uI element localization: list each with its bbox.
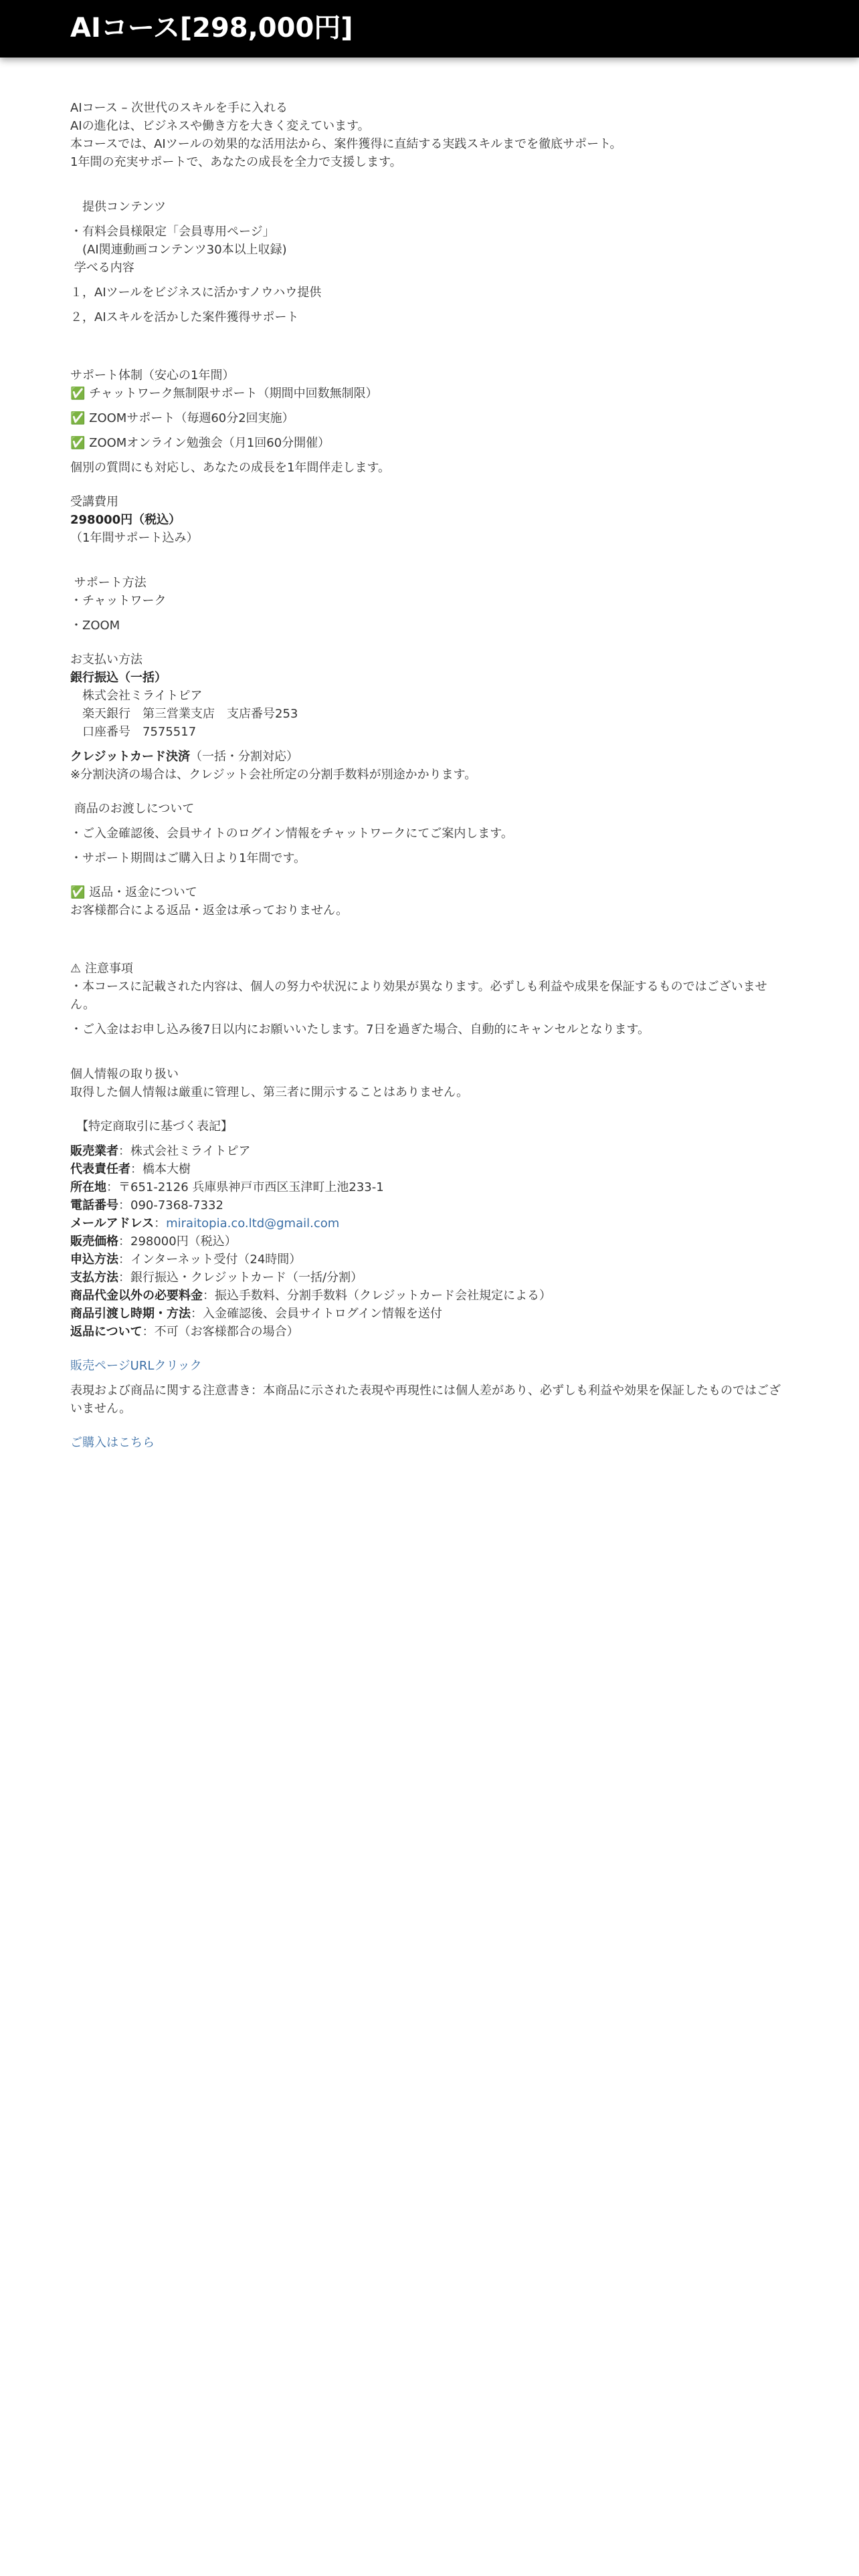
legal-row-value: 株式会社ミライトピア	[130, 1144, 251, 1158]
legal-row-separator: ：	[118, 1271, 130, 1285]
legal-row	[70, 1142, 786, 1160]
legal-row-separator: ：	[118, 1144, 130, 1158]
legal-row-label: 支払方法	[70, 1271, 118, 1285]
delivery-item: ・ご入金確認後、会員サイトのログイン情報をチャットワークにてご案内します。	[70, 827, 513, 841]
legal-row-label: 所在地	[70, 1180, 106, 1194]
support-heading: サポート体制（安心の1年間）	[70, 368, 235, 383]
legal-row-value: 入金確認後、会員サイトログイン情報を送付	[203, 1307, 442, 1321]
learn-item: ２，AIスキルを活かした案件獲得サポート	[70, 310, 299, 324]
legal-row-separator: ：	[130, 1162, 142, 1176]
support-item: ✅ ZOOMサポート（毎週60分2回実施）	[70, 411, 294, 425]
legal-row	[70, 1251, 786, 1269]
legal-row-separator: ：	[191, 1307, 203, 1321]
legal-row	[70, 1232, 786, 1251]
fee-section	[70, 493, 786, 547]
legal-row-value: 振込手数料、分割手数料（クレジットカード会社規定による）	[215, 1289, 552, 1303]
legal-row-label: 販売価格	[70, 1235, 118, 1249]
bank-transfer-title: 銀行振込（一括）	[70, 671, 167, 685]
legal-row-separator: ：	[154, 1216, 167, 1230]
method-item: ・ZOOM	[70, 619, 120, 633]
caution-section	[70, 960, 786, 1039]
support-item: ✅ ZOOMオンライン勉強会（月1回60分開催）	[70, 436, 330, 450]
legal-row	[70, 1269, 786, 1287]
legal-row-separator: ：	[106, 1180, 118, 1194]
bank-line: 口座番号 7575517	[70, 725, 197, 739]
legal-row-separator: ：	[118, 1198, 130, 1212]
refund-heading: ✅ 返品・返金について	[70, 885, 197, 899]
legal-row	[70, 1305, 786, 1323]
contents-item: 学べる内容	[70, 261, 134, 275]
purchase-link[interactable]: ご購入はこちら	[70, 1436, 155, 1450]
intro-section	[70, 99, 786, 171]
legal-row	[70, 1214, 786, 1232]
refund-text: お客様都合による返品・返金は承っておりません。	[70, 903, 349, 918]
disclaimer-text: 表現および商品に関する注意書き：本商品に示された表現や再現性には個人差があり、必ずしも利益や効果を保証したものではございません。	[70, 1384, 781, 1416]
credit-card-suffix: （一括・分割対応）	[190, 750, 299, 764]
privacy-heading: 個人情報の取り扱い	[70, 1067, 179, 1081]
legal-row	[70, 1323, 786, 1341]
credit-card-line	[70, 748, 786, 766]
legal-row-value: 090-7368-7332	[130, 1198, 223, 1212]
support-item: ✅ チャットワーク無制限サポート（期間中回数無制限）	[70, 387, 378, 401]
page-title: AIコース[298,000円]	[70, 13, 353, 43]
intro-line: 1年間の充実サポートで、あなたの成長を全力で支援します。	[70, 155, 402, 169]
legal-row-separator: ：	[142, 1325, 155, 1339]
sales-page-link[interactable]: 販売ページURLクリック	[70, 1359, 202, 1373]
legal-row	[70, 1178, 786, 1196]
intro-line: AIの進化は、ビジネスや働き方を大きく変えています。	[70, 119, 370, 133]
payment-section	[70, 651, 786, 784]
contents-heading: 提供コンテンツ	[70, 200, 167, 214]
legal-row-separator: ：	[203, 1289, 215, 1303]
page-header	[0, 0, 859, 58]
links-section	[70, 1357, 786, 1452]
bank-line: 株式会社ミライトピア	[70, 689, 203, 703]
intro-line: 本コースでは、AIツールの効果的な活用法から、案件獲得に直結する実践スキルまでを徹底サポート。	[70, 137, 622, 151]
legal-row	[70, 1287, 786, 1305]
legal-row-label: メールアドレス	[70, 1216, 155, 1230]
bank-line: 楽天銀行 第三営業支店 支店番号253	[70, 707, 298, 721]
refund-section	[70, 883, 786, 920]
delivery-heading: 商品のお渡しについて	[70, 802, 195, 816]
legal-section	[70, 1117, 786, 1341]
methods-heading: サポート方法	[70, 576, 147, 590]
contents-item: ・有料会員様限定「会員専用ページ」	[70, 225, 275, 239]
support-note: 個別の質問にも対応し、あなたの成長を1年間伴走します。	[70, 461, 391, 475]
legal-row-value: インターネット受付（24時間）	[130, 1253, 302, 1267]
legal-row	[70, 1196, 786, 1214]
email-link[interactable]: miraitopia.co.ltd@gmail.com	[166, 1216, 340, 1230]
method-item: ・チャットワーク	[70, 594, 167, 608]
legal-row	[70, 1160, 786, 1178]
credit-card-note: ※分割決済の場合は、クレジット会社所定の分割手数料が別途かかります。	[70, 768, 477, 782]
payment-heading: お支払い方法	[70, 653, 142, 667]
support-methods-section	[70, 574, 786, 635]
main-content	[70, 99, 786, 1452]
privacy-text: 取得した個人情報は厳重に管理し、第三者に開示することはありません。	[70, 1085, 469, 1099]
fee-amount: 298000円（税込）	[70, 513, 181, 527]
legal-row-value: 298000円（税込）	[130, 1235, 237, 1249]
fee-note: （1年間サポート込み）	[70, 531, 199, 545]
legal-row-value: 〒651-2126 兵庫県神戸市西区玉津町上池233-1	[118, 1180, 384, 1194]
legal-row-label: 代表責任者	[70, 1162, 130, 1176]
caution-heading: ⚠ 注意事項	[70, 962, 133, 976]
caution-item: ・ご入金はお申し込み後7日以内にお願いいたします。7日を過ぎた場合、自動的にキャンセルとなります。	[70, 1023, 650, 1037]
legal-heading: 【特定商取引に基づく表記】	[70, 1119, 233, 1134]
privacy-section	[70, 1065, 786, 1101]
legal-row-label: 販売業者	[70, 1144, 118, 1158]
legal-row-value: 不可（お客様都合の場合）	[154, 1325, 299, 1339]
delivery-section	[70, 800, 786, 867]
caution-item: ・本コースに記載された内容は、個人の努力や状況により効果が異なります。必ずしも利益や成果を保証するものではございません。	[70, 980, 767, 1012]
legal-row-label: 商品引渡し時期・方法	[70, 1307, 191, 1321]
legal-row-label: 商品代金以外の必要料金	[70, 1289, 203, 1303]
fee-heading: 受講費用	[70, 495, 118, 509]
legal-row-separator: ：	[118, 1235, 130, 1249]
legal-row-separator: ：	[118, 1253, 130, 1267]
legal-row-value: 橋本大樹	[142, 1162, 191, 1176]
legal-row-label: 申込方法	[70, 1253, 118, 1267]
support-section	[70, 366, 786, 477]
legal-row-label: 返品について	[70, 1325, 142, 1339]
intro-line: AIコース – 次世代のスキルを手に入れる	[70, 101, 288, 115]
legal-row-value: 銀行振込・クレジットカード（一括/分割）	[130, 1271, 363, 1285]
contents-section	[70, 198, 786, 326]
legal-table	[70, 1142, 786, 1341]
delivery-item: ・サポート期間はご購入日より1年間です。	[70, 851, 306, 865]
credit-card-title: クレジットカード決済	[70, 750, 191, 764]
contents-item: (AI関連動画コンテンツ30本以上収録)	[70, 243, 287, 257]
legal-row-label: 電話番号	[70, 1198, 118, 1212]
learn-item: １，AIツールをビジネスに活かすノウハウ提供	[70, 286, 322, 300]
